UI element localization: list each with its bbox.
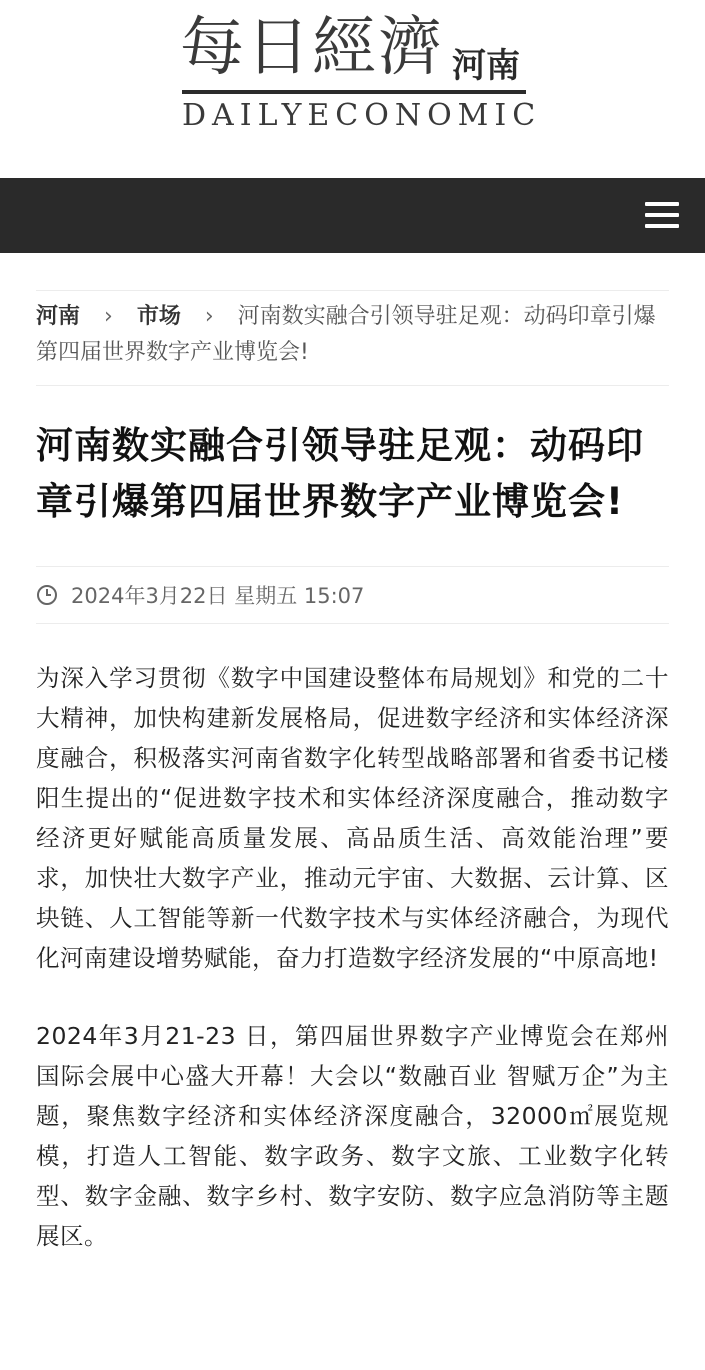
- breadcrumb-link-henan[interactable]: 河南: [36, 304, 81, 329]
- menu-line: [645, 224, 679, 228]
- menu-line: [645, 213, 679, 217]
- logo-rule: [182, 90, 526, 94]
- breadcrumb-separator: ›: [104, 304, 113, 329]
- logo-chinese-name: 每日經濟: [180, 11, 444, 85]
- article-title: 河南数实融合引领导驻足观：动码印章引爆第四届世界数字产业博览会!: [36, 424, 644, 523]
- article-paragraph: 2024年3月21-23 日，第四届世界数字产业博览会在郑州国际会展中心盛大开幕！大会以“数融百业 智赋万企”为主题，聚焦数字经济和实体经济深度融合，32000㎡展览规模，打造人工智能、数字政务、数字文旅、工业数字化转型、数字金融、数字乡村、数字安防、数字应急消防等主题展区。: [36, 1022, 669, 1250]
- breadcrumb-separator: ›: [204, 304, 214, 329]
- article-paragraph: 为深入学习贯彻《数字中国建设整体布局规划》和党的二十大精神，加快构建新发展格局，促进数字经济和实体经济深度融合，积极落实河南省数字化转型战略部署和省委书记楼阳生提出的“促进数字技术和实体经济深度融合，推动数字经济更好赋能高质量发展、高品质生活、高效能治理”要求，加快壮大数字产业，推动元宇宙、大数据、云计算、区块链、人工智能等新一代数字技术与实体经济融合，为现代化河南建设增势赋能，奋力打造数字经济发展的“中原高地!: [36, 664, 669, 972]
- navigation-bar: [0, 178, 705, 253]
- publish-date: 2024年3月22日 星期五 15:07: [71, 584, 365, 608]
- main-content: [0, 290, 705, 1256]
- article-body: [36, 658, 669, 1256]
- logo-english-name: DAILYECONOMIC: [182, 98, 542, 133]
- breadcrumb-link-market[interactable]: 市场: [136, 304, 181, 329]
- site-logo[interactable]: [178, 10, 542, 136]
- breadcrumb-current: 河南数实融合引领导驻足观：动码印章引爆第四届世界数字产业博览会!: [36, 304, 656, 365]
- clock-icon: [37, 585, 57, 605]
- hamburger-menu-icon[interactable]: [645, 202, 679, 230]
- logo-region-name: 河南: [452, 46, 520, 86]
- breadcrumb: [36, 290, 669, 386]
- menu-line: [645, 202, 679, 206]
- masthead: [0, 0, 705, 178]
- article-meta: [36, 566, 669, 624]
